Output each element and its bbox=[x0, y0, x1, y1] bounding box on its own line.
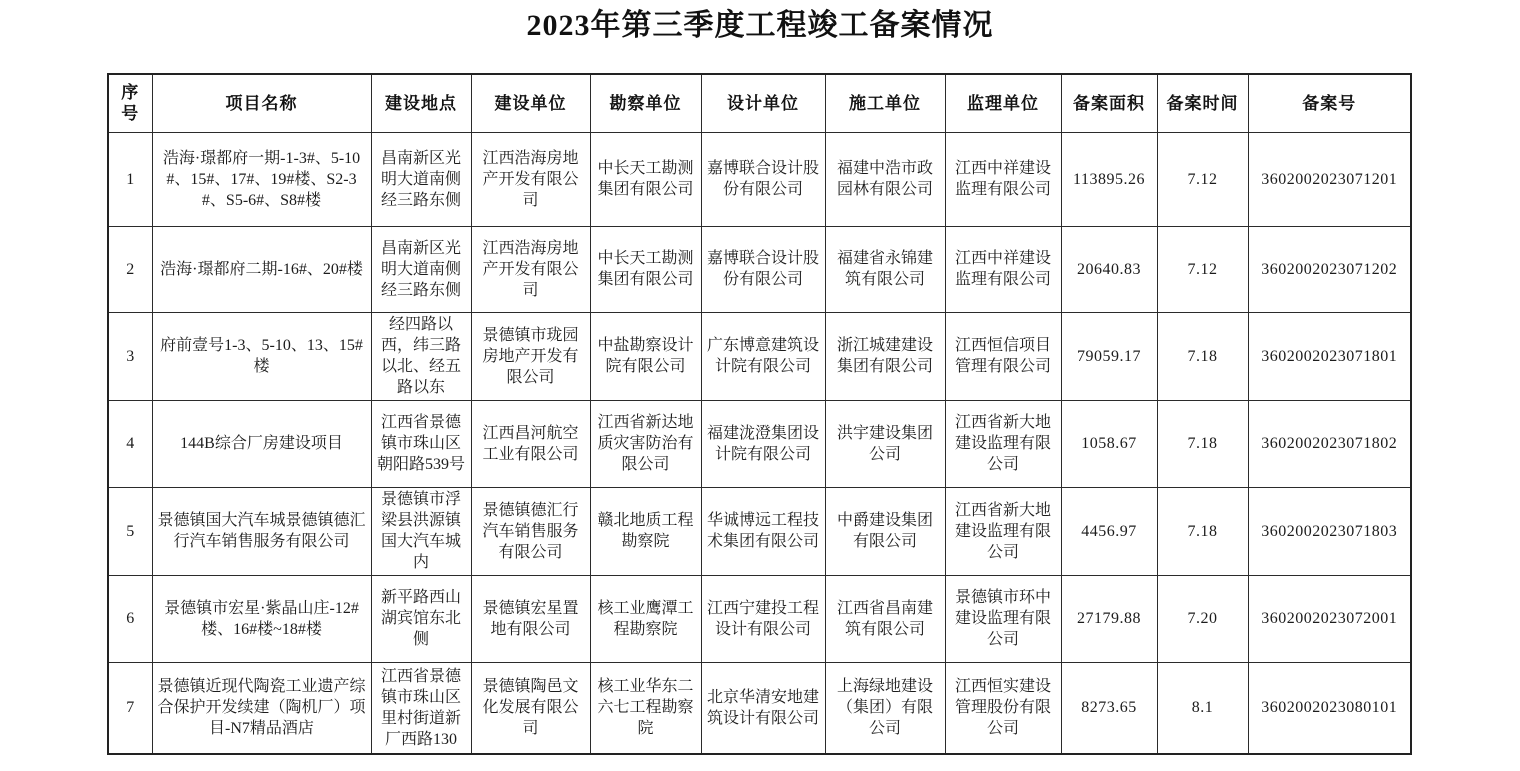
column-header-area: 备案面积 bbox=[1061, 74, 1157, 132]
cell-location: 新平路西山湖宾馆东北侧 bbox=[371, 575, 471, 662]
cell-record-no: 3602002023071802 bbox=[1248, 400, 1411, 487]
cell-survey: 中长天工勘测集团有限公司 bbox=[590, 226, 701, 312]
cell-builder: 景德镇陶邑文化发展有限公司 bbox=[471, 662, 590, 754]
filing-table bbox=[107, 73, 1412, 755]
cell-location: 景德镇市浮梁县洪源镇国大汽车城内 bbox=[371, 487, 471, 575]
cell-record-no: 3602002023071201 bbox=[1248, 132, 1411, 226]
column-header-builder: 建设单位 bbox=[471, 74, 590, 132]
cell-builder: 景德镇宏星置地有限公司 bbox=[471, 575, 590, 662]
table-row bbox=[108, 312, 1411, 400]
cell-project: 浩海·璟都府一期-1-3#、5-10#、15#、17#、19#楼、S2-3#、S5-6#、S8#楼 bbox=[152, 132, 371, 226]
cell-area: 1058.67 bbox=[1061, 400, 1157, 487]
cell-location: 昌南新区光明大道南侧经三路东侧 bbox=[371, 226, 471, 312]
cell-project: 景德镇国大汽车城景德镇德汇行汽车销售服务有限公司 bbox=[152, 487, 371, 575]
cell-construction: 福建省永锦建筑有限公司 bbox=[825, 226, 945, 312]
table-row bbox=[108, 662, 1411, 754]
cell-date: 8.1 bbox=[1157, 662, 1248, 754]
cell-design: 广东博意建筑设计院有限公司 bbox=[701, 312, 825, 400]
cell-design: 江西宁建投工程设计有限公司 bbox=[701, 575, 825, 662]
cell-area: 4456.97 bbox=[1061, 487, 1157, 575]
cell-survey: 中长天工勘测集团有限公司 bbox=[590, 132, 701, 226]
column-header-survey: 勘察单位 bbox=[590, 74, 701, 132]
table-row bbox=[108, 226, 1411, 312]
cell-design: 北京华清安地建筑设计有限公司 bbox=[701, 662, 825, 754]
cell-construction: 洪宇建设集团公司 bbox=[825, 400, 945, 487]
cell-construction: 江西省昌南建筑有限公司 bbox=[825, 575, 945, 662]
cell-location: 昌南新区光明大道南侧经三路东侧 bbox=[371, 132, 471, 226]
cell-construction: 上海绿地建设（集团）有限公司 bbox=[825, 662, 945, 754]
cell-survey: 核工业华东二六七工程勘察院 bbox=[590, 662, 701, 754]
cell-record-no: 3602002023072001 bbox=[1248, 575, 1411, 662]
cell-supervision: 江西恒信项目管理有限公司 bbox=[945, 312, 1061, 400]
cell-design: 嘉博联合设计股份有限公司 bbox=[701, 226, 825, 312]
cell-seq: 2 bbox=[108, 226, 152, 312]
cell-record-no: 3602002023071801 bbox=[1248, 312, 1411, 400]
cell-builder: 江西昌河航空工业有限公司 bbox=[471, 400, 590, 487]
cell-supervision: 江西恒实建设管理股份有限公司 bbox=[945, 662, 1061, 754]
table-row bbox=[108, 400, 1411, 487]
cell-survey: 江西省新达地质灾害防治有限公司 bbox=[590, 400, 701, 487]
cell-date: 7.12 bbox=[1157, 226, 1248, 312]
cell-supervision: 江西省新大地建设监理有限公司 bbox=[945, 487, 1061, 575]
cell-construction: 浙江城建建设集团有限公司 bbox=[825, 312, 945, 400]
cell-survey: 核工业鹰潭工程勘察院 bbox=[590, 575, 701, 662]
cell-location: 经四路以西，纬三路以北、经五路以东 bbox=[371, 312, 471, 400]
cell-area: 113895.26 bbox=[1061, 132, 1157, 226]
cell-survey: 中盐勘察设计院有限公司 bbox=[590, 312, 701, 400]
cell-design: 福建泷澄集团设计院有限公司 bbox=[701, 400, 825, 487]
cell-project: 144B综合厂房建设项目 bbox=[152, 400, 371, 487]
column-header-seq: 序号 bbox=[108, 74, 152, 132]
cell-seq: 5 bbox=[108, 487, 152, 575]
table-row bbox=[108, 132, 1411, 226]
cell-builder: 江西浩海房地产开发有限公司 bbox=[471, 132, 590, 226]
cell-record-no: 3602002023080101 bbox=[1248, 662, 1411, 754]
header-row bbox=[108, 74, 1411, 132]
cell-seq: 1 bbox=[108, 132, 152, 226]
cell-project: 府前壹号1-3、5-10、13、15#楼 bbox=[152, 312, 371, 400]
cell-seq: 6 bbox=[108, 575, 152, 662]
column-header-project: 项目名称 bbox=[152, 74, 371, 132]
cell-area: 20640.83 bbox=[1061, 226, 1157, 312]
cell-date: 7.12 bbox=[1157, 132, 1248, 226]
cell-survey: 赣北地质工程勘察院 bbox=[590, 487, 701, 575]
cell-seq: 3 bbox=[108, 312, 152, 400]
cell-builder: 景德镇德汇行汽车销售服务有限公司 bbox=[471, 487, 590, 575]
column-header-design: 设计单位 bbox=[701, 74, 825, 132]
cell-area: 79059.17 bbox=[1061, 312, 1157, 400]
cell-project: 浩海·璟都府二期-16#、20#楼 bbox=[152, 226, 371, 312]
cell-design: 嘉博联合设计股份有限公司 bbox=[701, 132, 825, 226]
cell-supervision: 景德镇市环中建设监理有限公司 bbox=[945, 575, 1061, 662]
cell-supervision: 江西省新大地建设监理有限公司 bbox=[945, 400, 1061, 487]
cell-project: 景德镇近现代陶瓷工业遗产综合保护开发续建（陶机厂）项目-N7精品酒店 bbox=[152, 662, 371, 754]
cell-construction: 中爵建设集团有限公司 bbox=[825, 487, 945, 575]
cell-builder: 景德镇市珑园房地产开发有限公司 bbox=[471, 312, 590, 400]
table-row bbox=[108, 487, 1411, 575]
cell-supervision: 江西中祥建设监理有限公司 bbox=[945, 132, 1061, 226]
column-header-supervision: 监理单位 bbox=[945, 74, 1061, 132]
cell-record-no: 3602002023071202 bbox=[1248, 226, 1411, 312]
cell-area: 8273.65 bbox=[1061, 662, 1157, 754]
cell-date: 7.18 bbox=[1157, 312, 1248, 400]
cell-design: 华诚博远工程技术集团有限公司 bbox=[701, 487, 825, 575]
cell-seq: 4 bbox=[108, 400, 152, 487]
cell-construction: 福建中浩市政园林有限公司 bbox=[825, 132, 945, 226]
column-header-date: 备案时间 bbox=[1157, 74, 1248, 132]
cell-builder: 江西浩海房地产开发有限公司 bbox=[471, 226, 590, 312]
cell-record-no: 3602002023071803 bbox=[1248, 487, 1411, 575]
cell-project: 景德镇市宏星·紫晶山庄-12#楼、16#楼~18#楼 bbox=[152, 575, 371, 662]
cell-area: 27179.88 bbox=[1061, 575, 1157, 662]
cell-date: 7.18 bbox=[1157, 487, 1248, 575]
cell-seq: 7 bbox=[108, 662, 152, 754]
column-header-record-no: 备案号 bbox=[1248, 74, 1411, 132]
cell-location: 江西省景德镇市珠山区朝阳路539号 bbox=[371, 400, 471, 487]
column-header-construction: 施工单位 bbox=[825, 74, 945, 132]
cell-date: 7.18 bbox=[1157, 400, 1248, 487]
page-title: 2023年第三季度工程竣工备案情况 bbox=[526, 9, 994, 42]
cell-location: 江西省景德镇市珠山区里村街道新厂西路130 bbox=[371, 662, 471, 754]
cell-supervision: 江西中祥建设监理有限公司 bbox=[945, 226, 1061, 312]
table-row bbox=[108, 575, 1411, 662]
cell-date: 7.20 bbox=[1157, 575, 1248, 662]
column-header-location: 建设地点 bbox=[371, 74, 471, 132]
